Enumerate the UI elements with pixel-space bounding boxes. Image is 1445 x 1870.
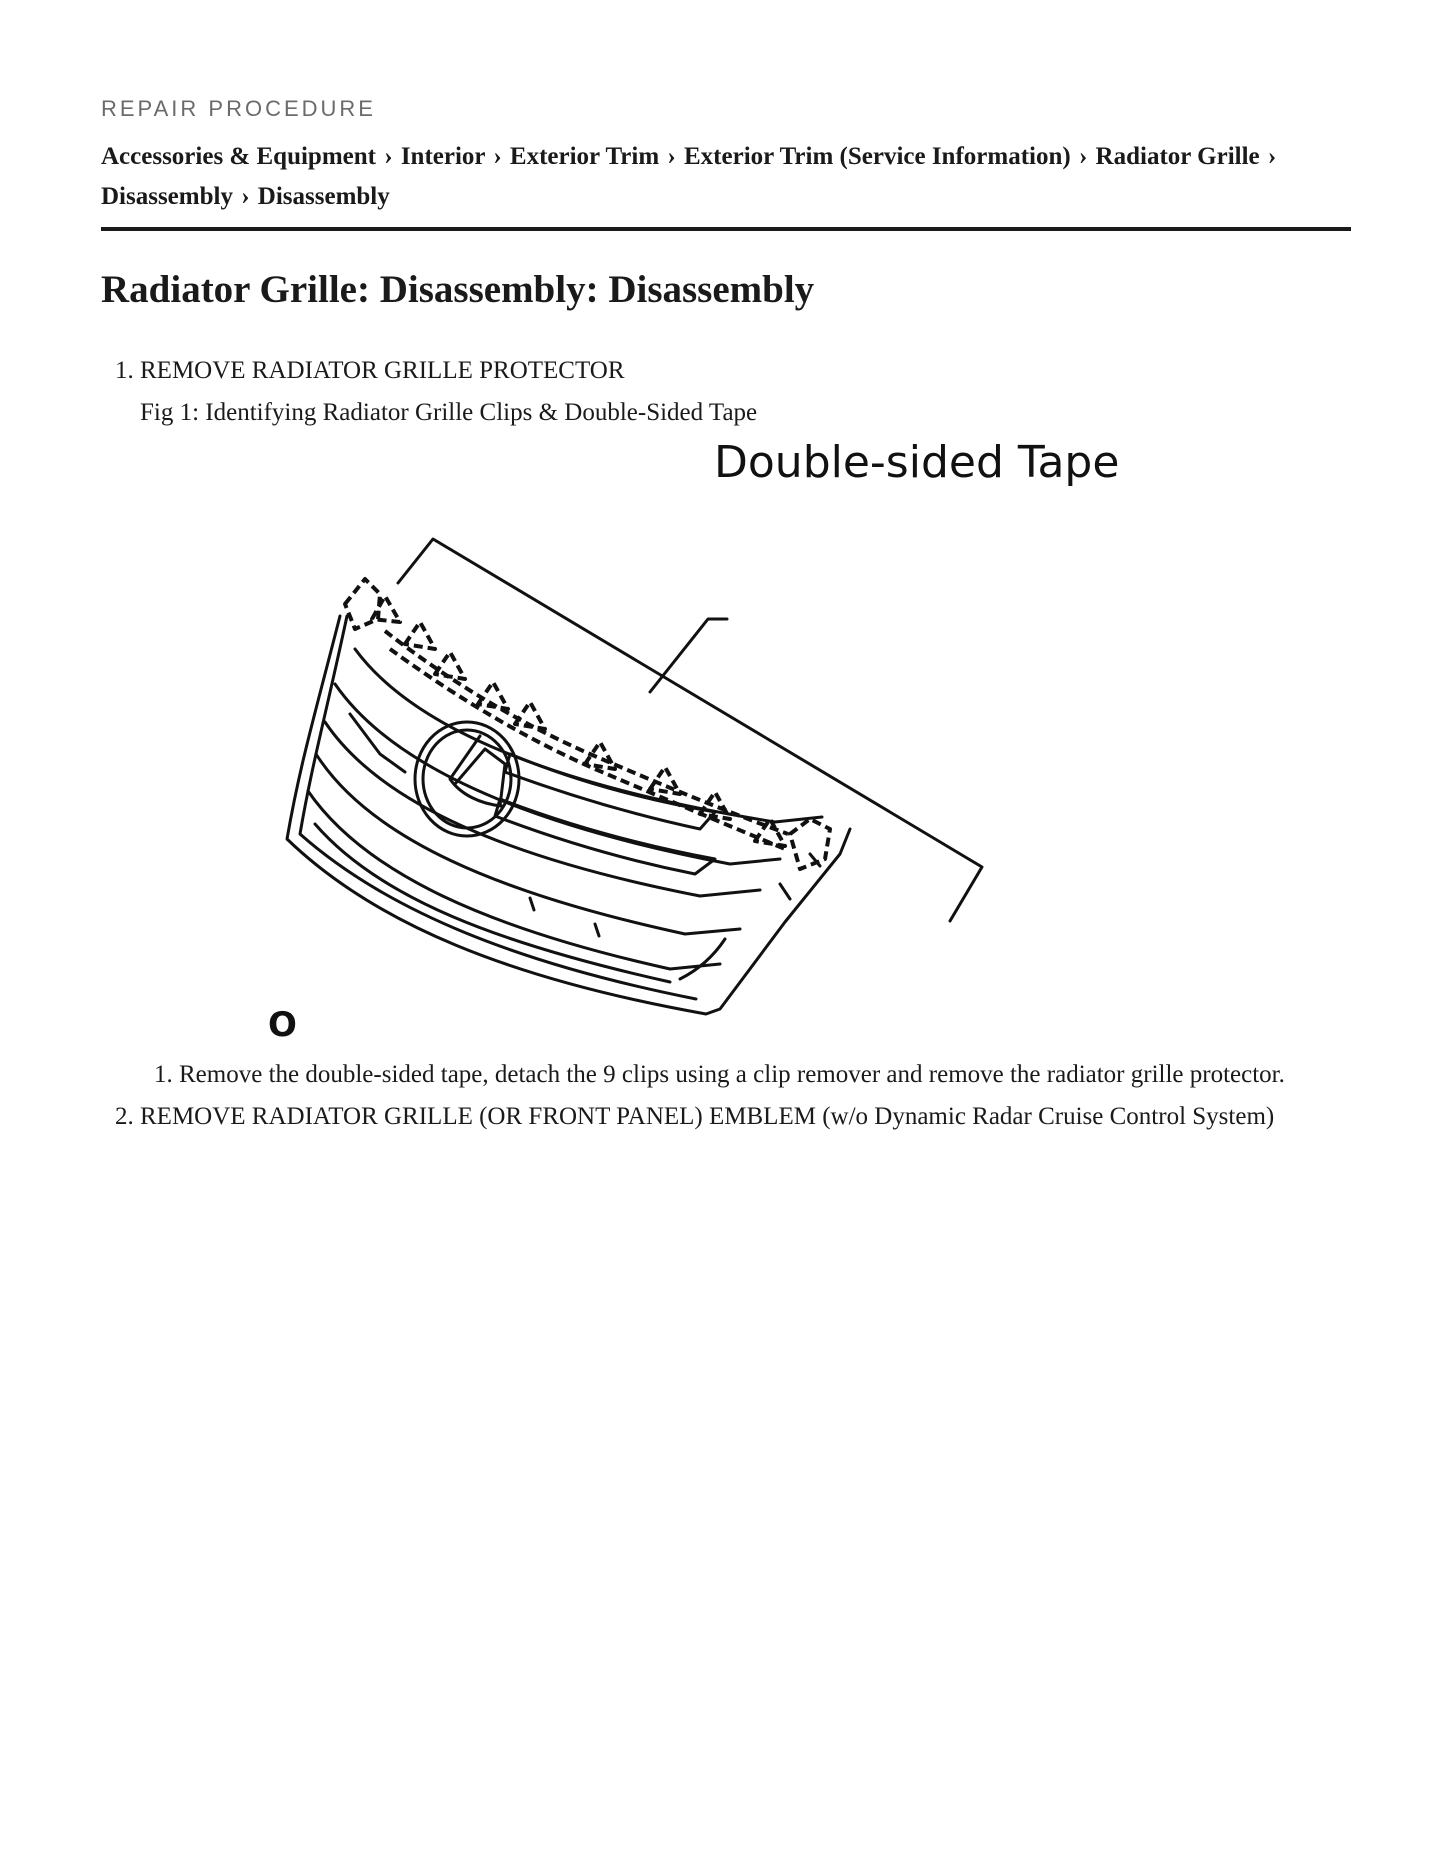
- breadcrumb-item[interactable]: Interior: [400, 143, 486, 170]
- substep: 1. Remove the double-sided tape, detach the 9 clips using a clip remover and remove the radiator grille protector.: [179, 1054, 1351, 1096]
- callout-leader-line: [650, 619, 727, 692]
- clip-outline: [435, 652, 465, 679]
- breadcrumb-separator: ›: [241, 183, 250, 210]
- breadcrumb-separator: ›: [667, 143, 676, 170]
- clip-outline: [790, 819, 830, 869]
- page-title: Radiator Grille: Disassembly: Disassembly: [101, 268, 815, 311]
- breadcrumb-item[interactable]: Exterior Trim (Service Information): [684, 143, 1071, 170]
- figure-corner-mark: O: [268, 1005, 297, 1045]
- radiator-grille-figure: [140, 434, 1140, 1054]
- callout-bracket: [398, 539, 982, 921]
- grille-outer-frame: [287, 616, 850, 1014]
- grille-detail: [780, 884, 790, 899]
- radiator-grille-illustration: [140, 434, 1140, 1054]
- breadcrumb-item[interactable]: Disassembly: [101, 183, 233, 210]
- substeps: [140, 1054, 1351, 1096]
- breadcrumb-separator: ›: [384, 143, 393, 170]
- grille-intake-edge: [350, 714, 405, 772]
- breadcrumb-item-current: Disassembly: [257, 183, 390, 210]
- breadcrumb-item[interactable]: Radiator Grille: [1095, 143, 1260, 170]
- grille-slat: [308, 791, 720, 969]
- clip-outline: [345, 579, 380, 629]
- breadcrumb-separator: ›: [493, 143, 502, 170]
- breadcrumb-item[interactable]: Accessories & Equipment: [101, 143, 376, 170]
- breadcrumb-separator: ›: [1078, 143, 1088, 170]
- breadcrumb-separator: ›: [1267, 143, 1277, 170]
- emblem-inner-ring: [423, 730, 511, 828]
- grille-detail: [530, 898, 534, 910]
- breadcrumb: [101, 137, 1351, 217]
- step-heading: REMOVE RADIATOR GRILLE (OR FRONT PANEL) EMBLEM (w/o Dynamic Radar Cruise Control System): [140, 1103, 1275, 1130]
- step-heading: REMOVE RADIATOR GRILLE PROTECTOR: [140, 357, 625, 384]
- callout-label: Double-sided Tape: [714, 437, 1120, 488]
- section-eyebrow: REPAIR PROCEDURE: [101, 96, 376, 121]
- procedure-step: [140, 350, 1351, 1096]
- clip-outline: [405, 622, 435, 649]
- grille-detail: [595, 924, 599, 936]
- procedure-step: [140, 1096, 1351, 1138]
- procedure-content: [101, 350, 1351, 1138]
- breadcrumb-item[interactable]: Exterior Trim: [509, 143, 660, 170]
- grille-detail: [680, 939, 725, 979]
- figure-caption: Fig 1: Identifying Radiator Grille Clips & Double-Sided Tape: [140, 399, 758, 426]
- procedure-steps: [101, 350, 1351, 1138]
- header-divider: [101, 227, 1351, 231]
